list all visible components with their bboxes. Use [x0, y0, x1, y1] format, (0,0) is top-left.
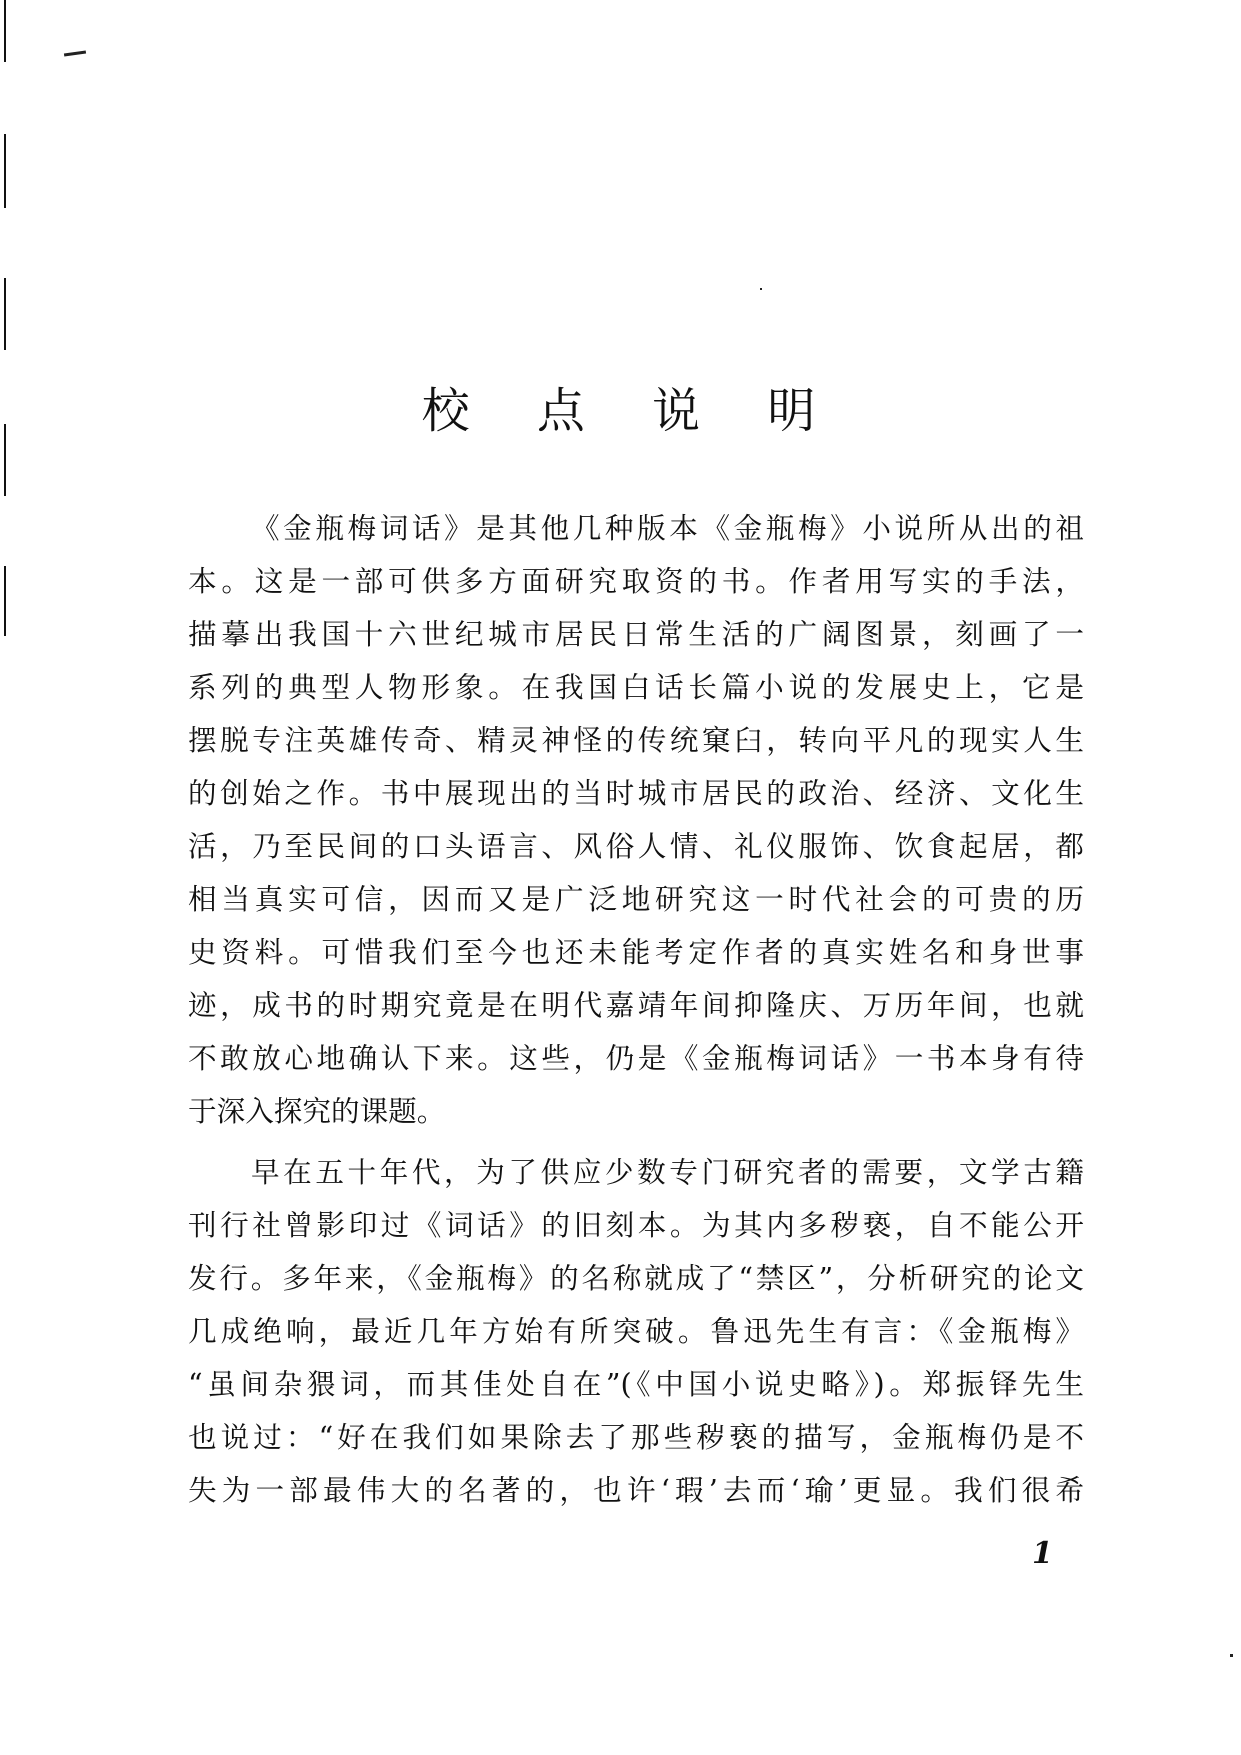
page-title: 校 点 说 明 — [421, 383, 842, 439]
scan-edge-mark — [4, 278, 6, 350]
text-line: 的创始之作。书中展现出的当时城市居民的政治、经济、文化生 — [188, 776, 1084, 810]
text-line: 早在五十年代，为了供应少数专门研究者的需要，文学古籍 — [251, 1155, 1084, 1189]
text-line: 相当真实可信，因而又是广泛地研究这一时代社会的可贵的历 — [188, 882, 1084, 916]
scan-edge-mark — [4, 566, 6, 636]
text-line: 迹，成书的时期究竟是在明代嘉靖年间抑隆庆、万历年间，也就 — [188, 988, 1084, 1022]
text-line: 摆脱专注英雄传奇、精灵神怪的传统窠臼，转向平凡的现实人生 — [188, 723, 1084, 757]
text-line: 也说过：“好在我们如果除去了那些秽亵的描写，金瓶梅仍是不 — [188, 1420, 1084, 1454]
text-line: 本。这是一部可供多方面研究取资的书。作者用写实的手法， — [188, 564, 1084, 598]
text-line: 活，乃至民间的口头语言、风俗人情、礼仪服饰、饮食起居，都 — [188, 829, 1084, 863]
scan-speck — [64, 50, 86, 56]
text-line: 几成绝响，最近几年方始有所突破。鲁迅先生有言：《金瓶梅》 — [188, 1314, 1084, 1348]
paragraph-2 — [188, 1146, 1084, 1517]
text-line: 不敢放心地确认下来。这些，仍是《金瓶梅词话》一书本身有待 — [188, 1041, 1084, 1075]
paragraph-1 — [188, 502, 1084, 1138]
text-line: 《金瓶梅词话》是其他几种版本《金瓶梅》小说所从出的祖 — [251, 511, 1084, 545]
text-line: 失为一部最伟大的名著的，也许‘瑕’去而‘瑜’更显。我们很希 — [188, 1473, 1084, 1507]
text-line: 史资料。可惜我们至今也还未能考定作者的真实姓名和身世事 — [188, 935, 1084, 969]
text-line: 描摹出我国十六世纪城市居民日常生活的广阔图景，刻画了一 — [188, 617, 1084, 651]
scan-speck — [1230, 1654, 1233, 1657]
page-number: 1 — [1032, 1536, 1053, 1571]
text-line: 刊行社曾影印过《词话》的旧刻本。为其内多秽亵，自不能公开 — [188, 1208, 1084, 1242]
text-line: “虽间杂猥词，而其佳处自在”(《中国小说史略》)。郑振铎先生 — [188, 1367, 1084, 1401]
text-line: 发行。多年来，《金瓶梅》的名称就成了“禁区”，分析研究的论文 — [188, 1261, 1084, 1295]
scan-edge-mark — [4, 134, 6, 208]
text-line: 系列的典型人物形象。在我国白话长篇小说的发展史上，它是 — [188, 670, 1084, 704]
scan-speck — [760, 288, 762, 290]
body-text — [188, 502, 1084, 1517]
text-line: 于深入探究的课题。 — [188, 1094, 446, 1128]
scan-edge-mark — [4, 0, 6, 62]
